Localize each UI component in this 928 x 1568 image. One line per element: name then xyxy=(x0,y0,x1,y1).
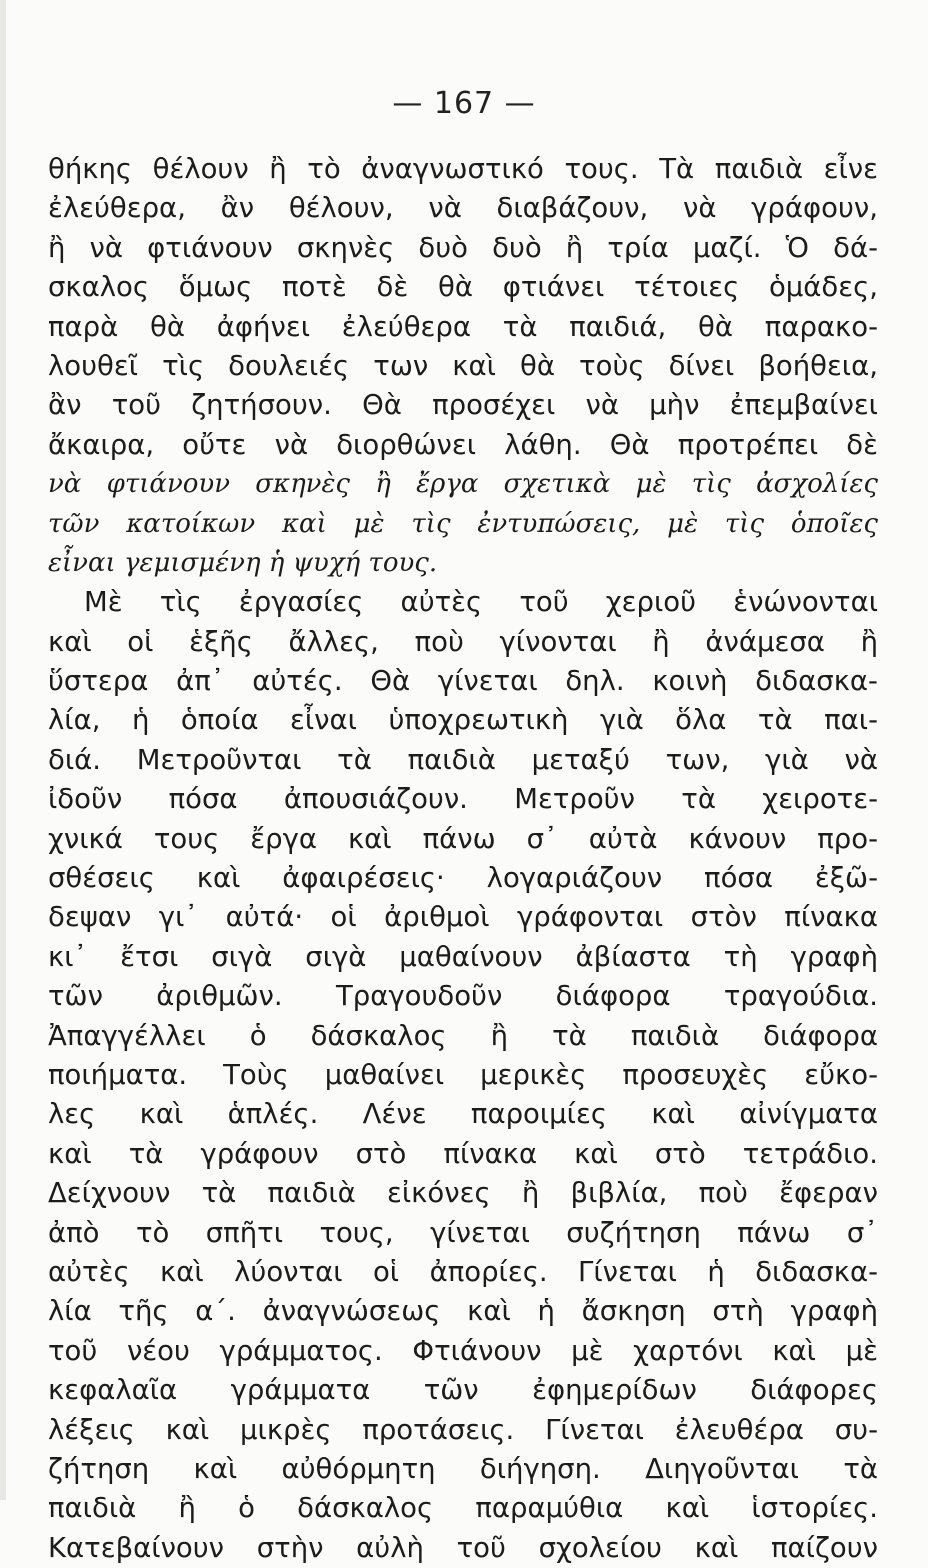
page-number: — 167 — xyxy=(392,86,536,121)
text-line: Κατεβαίνουν στὴν αὐλὴ τοῦ σχολείου καὶ παίζουν xyxy=(48,1531,878,1564)
text-line: δεψαν γι᾽ αὐτά· οἱ ἀριθμοὶ γράφονται στὸν πίνακα xyxy=(48,901,878,934)
text-line-italic: νὰ φτιάνουν σκηνὲς ἢ ἔργα σχετικὰ μὲ τὶς ἀσχολίες xyxy=(48,469,878,500)
text-line: χνικά τους ἔργα καὶ πάνω σ᾽ αὐτὰ κάνουν προ- xyxy=(48,822,878,855)
text-line: λία τῆς α΄. ἀναγνώσεως καὶ ἡ ἄσκηση στὴ γραφὴ xyxy=(48,1295,878,1328)
text-line: Ἀπαγγέλλει ὁ δάσκαλος ἢ τὰ παιδιὰ διάφορα xyxy=(48,1019,878,1052)
text-line: διά. Μετροῦνται τὰ παιδιὰ μεταξύ των, γιὰ νὰ xyxy=(48,743,878,776)
text-line: κεφαλαῖα γράμματα τῶν ἐφημερίδων διάφορες xyxy=(48,1374,878,1407)
text-line: ζήτηση καὶ αὐθόρμητη διήγηση. Διηγοῦνται τὰ xyxy=(48,1452,878,1485)
text-line: αὐτὲς καὶ λύονται οἱ ἀπορίες. Γίνεται ἡ διδασκα- xyxy=(48,1255,878,1288)
text-line: ἀπὸ τὸ σπῆτι τους, γίνεται συζήτηση πάνω σ᾽ xyxy=(48,1216,878,1249)
text-line: ἂν τοῦ ζητήσουν. Θὰ προσέχει νὰ μὴν ἐπεμβαίνει xyxy=(48,389,878,422)
text-line: Δείχνουν τὰ παιδιὰ εἰκόνες ἢ βιβλία, ποὺ ἔφεραν xyxy=(48,1177,878,1210)
text-line: κι᾽ ἔτσι σιγὰ σιγὰ μαθαίνουν ἀβίαστα τὴ γραφὴ xyxy=(48,940,878,973)
text-line: λουθεῖ τὶς δουλειές των καὶ θὰ τοὺς δίνει βοήθεια, xyxy=(48,349,878,382)
text-line: ἰδοῦν πόσα ἀπουσιάζουν. Μετροῦν τὰ χειροτε- xyxy=(48,783,878,816)
text-line: ἐλεύθερα, ἂν θέλουν, νὰ διαβάζουν, νὰ γράφουν, xyxy=(48,192,878,225)
text-line: λες καὶ ἁπλές. Λένε παροιμίες καὶ αἰνίγματα xyxy=(48,1098,878,1131)
text-line: λέξεις καὶ μικρὲς προτάσεις. Γίνεται ἐλευθέρα συ- xyxy=(48,1413,878,1446)
body-text xyxy=(48,150,878,1568)
text-line: ποιήματα. Τοὺς μαθαίνει μερικὲς προσευχὲς εὔκο- xyxy=(48,1058,878,1091)
text-line: θήκης θέλουν ἢ τὸ ἀναγνωστικό τους. Τὰ παιδιὰ εἶνε xyxy=(48,153,878,185)
page-edge-shadow xyxy=(0,0,6,1500)
text-line: ἢ νὰ φτιάνουν σκηνὲς δυὸ δυὸ ἢ τρία μαζί. Ὁ δά- xyxy=(48,231,878,264)
text-line: καὶ τὰ γράφουν στὸ πίνακα καὶ στὸ τετράδιο. xyxy=(48,1137,878,1170)
text-line: παιδιὰ ἢ ὁ δάσκαλος παραμύθια καὶ ἱστορίες. xyxy=(48,1492,878,1525)
paragraph-first-line: Μὲ τὶς ἐργασίες αὐτὲς τοῦ χεριοῦ ἑνώνονται xyxy=(84,586,878,619)
text-line: παρὰ θὰ ἀφήνει ἐλεύθερα τὰ παιδιά, θὰ παρακο- xyxy=(48,310,878,343)
text-line: ἄκαιρα, οὔτε νὰ διορθώνει λάθη. Θὰ προτρέπει δὲ xyxy=(48,428,878,461)
text-line: σκαλος ὅμως ποτὲ δὲ θὰ φτιάνει τέτοιες ὁμάδες, xyxy=(48,271,878,304)
text-line: τῶν ἀριθμῶν. Τραγουδοῦν διάφορα τραγούδια. xyxy=(48,980,878,1013)
text-line: καὶ οἱ ἑξῆς ἄλλες, ποὺ γίνονται ἢ ἀνάμεσα ἢ xyxy=(48,625,878,658)
text-line-italic: τῶν κατοίκων καὶ μὲ τὶς ἐντυπώσεις, μὲ τὶς ὁποῖες xyxy=(48,508,878,539)
text-line: λία, ἡ ὁποία εἶναι ὑποχρεωτικὴ γιὰ ὅλα τὰ παι- xyxy=(48,704,878,737)
text-line-italic: εἶναι γεμισμένη ἡ ψυχή τους. xyxy=(48,547,438,578)
text-line: ὕστερα ἀπ᾽ αὐτές. Θὰ γίνεται δηλ. κοινὴ διδασκα- xyxy=(48,665,878,698)
text-line: σθέσεις καὶ ἀφαιρέσεις· λογαριάζουν πόσα ἐξῶ- xyxy=(48,862,878,895)
text-line: τοῦ νέου γράμματος. Φτιάνουν μὲ χαρτόνι καὶ μὲ xyxy=(48,1334,878,1367)
